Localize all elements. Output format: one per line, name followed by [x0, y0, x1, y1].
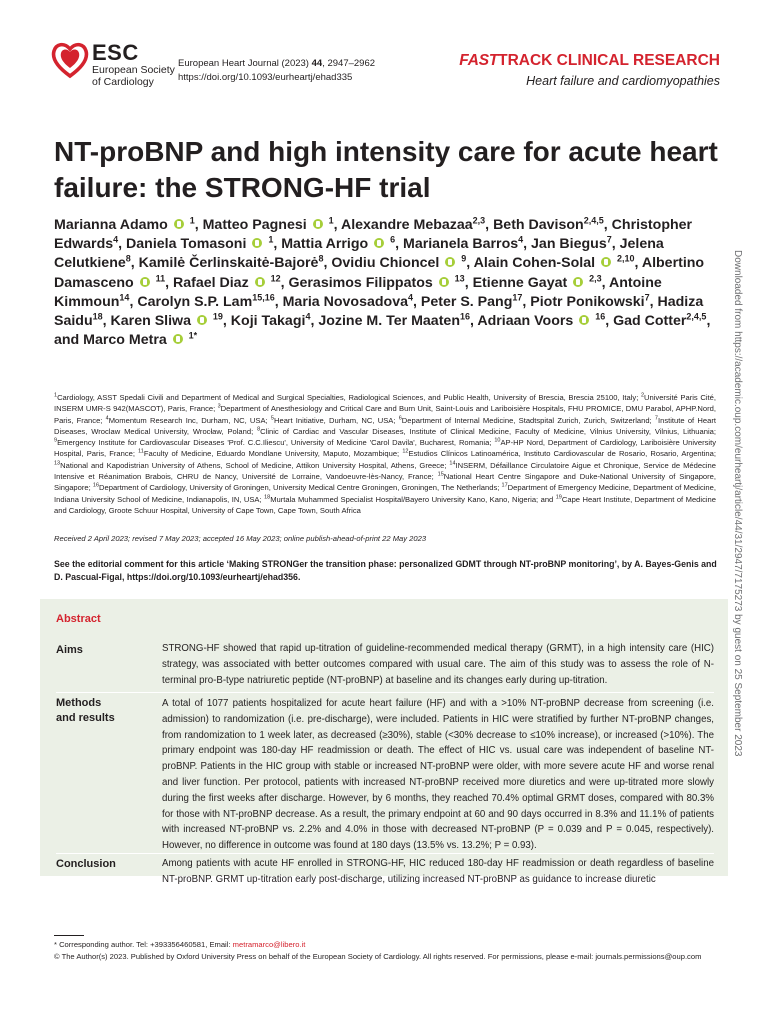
author-affiliation-ref: 13 [454, 272, 465, 283]
download-note-container [731, 250, 755, 770]
conclusion-text: Among patients with acute HF enrolled in STRONG-HF, HIC reduced 180-day HF readmission or death regardless of baseline NT-proBNP. GRMT up-titration early post-discharge, utilizing increased NT-proBNP as guidance to increase diuretic [162, 858, 714, 885]
author-affiliation-ref: 2,3 [472, 215, 486, 226]
author-affiliation-ref: 12 [270, 272, 281, 283]
author [493, 217, 604, 233]
author [531, 236, 612, 252]
affiliation-text: Department of Anesthesiology and Critical Care and Burn Unit, Saint-Louis and Lariboisière Hospitals, FHU PROMICE, DMU Parabol, APHP.Nord, Paris, France; [54, 404, 716, 425]
affiliation-text: Department of Internal Medicine, Stadtspital Zurich, Zurich, Switzerland; [401, 415, 655, 425]
author-affiliation-ref: 9 [461, 253, 467, 264]
affiliation-number: 4 [105, 415, 109, 422]
affiliation-text: Université Paris Cité, INSERM UMR-S 942(MASCOT), Paris, France; [54, 393, 716, 414]
affiliation-text: Emergency Institute for Cardiovascular Diseases 'Prof. C.C.Iliescu', University of Medicine 'Carol Davila', Bucharest, Romania; [57, 438, 495, 448]
author-name: Piotr Ponikowski [530, 293, 645, 310]
affiliation-text: AP-HP Nord, Department of Cardiology, Lariboisière University Hospital, Paris, France; [54, 438, 716, 459]
author-affiliation-ref: 1* [188, 330, 198, 341]
affiliation-number: 3 [217, 403, 221, 410]
affiliation-text: Cardiology, ASST Spedali Civili and Department of Medical and Surgical Specialties, Radiological Sciences, and Public Health, University of Brescia, Brescia 25100, Italy; [57, 393, 641, 402]
affiliation-number: 2 [640, 392, 645, 399]
author-affiliation-ref: 18 [92, 311, 103, 322]
author-name: Etienne Gayat [472, 274, 568, 291]
author [126, 236, 273, 252]
article-title: NT-proBNP and high intensity care for acute heart failure: the STRONG-HF trial [54, 136, 718, 203]
fasttrack-word: FAST [459, 52, 499, 69]
author-name: Christopher Edwards [54, 217, 693, 253]
author-affiliation-ref: 19 [212, 311, 223, 322]
affiliation-number: 6 [398, 415, 402, 422]
author [318, 313, 470, 329]
orcid-icon[interactable] [252, 238, 262, 248]
corresponding-text: * Corresponding author. Tel: +393356460581, Email: [54, 940, 233, 949]
affiliation-text: INSERM, Défaillance Circulatoire Aigue et Chronique, Service de Médecine Intensive et Réanimation Brabois, CHRU de Nancy, Université de Lorraine, Vandoeuvre-lès-Nancy, France; [54, 460, 716, 482]
author [54, 217, 195, 233]
affiliation-number: 7 [654, 415, 658, 422]
orcid-icon[interactable] [197, 315, 207, 325]
author [231, 313, 311, 329]
author [331, 255, 466, 271]
affiliation-number: 10 [494, 437, 501, 444]
author-affiliation-ref: 16 [459, 311, 470, 322]
author-name: Hadiza Saidu [54, 293, 704, 330]
author [111, 313, 223, 329]
author-affiliation-ref: 4 [518, 234, 524, 245]
author [137, 294, 274, 310]
author-name: Beth Davison [493, 217, 584, 233]
author-name: Jan Biegus [531, 236, 607, 253]
affiliation-number: 12 [402, 448, 409, 455]
logo-line-1: European Society [92, 64, 175, 76]
author-affiliation-ref: 2,3 [589, 272, 602, 283]
orcid-icon[interactable] [140, 277, 150, 287]
affiliation-number: 19 [555, 494, 562, 501]
author-name: Jelena Celutkiene [54, 236, 664, 272]
affiliation-number: 8 [257, 426, 261, 433]
author-affiliation-ref: 15,16 [252, 292, 275, 303]
methods-label-line-2: and results [56, 712, 115, 724]
affiliation-number: 9 [54, 437, 58, 444]
author [139, 255, 324, 271]
affiliation-text: National Heart Centre Singapore and Duke-National University of Singapore, Singapore; [54, 472, 717, 493]
affiliation-number: 16 [92, 482, 100, 489]
author: and Marco Metra $^{1*}$ [54, 330, 198, 349]
publication-dates: Received 2 April 2023; revised 7 May 2023; accepted 16 May 2023; online publish-ahead-of-print 22 May 2023 [54, 534, 427, 543]
footnote-rule [54, 935, 84, 936]
author-affiliation-ref: 1 [189, 215, 195, 226]
author-name: Carolyn S.P. Lam [137, 293, 253, 310]
author [474, 255, 635, 271]
methods-text: A total of 1077 patients hospitalized for acute heart failure (HF) and with a >10% NT-proBNP decrease from screening (i.e. admission) to randomization (i.e. pre-discharge), were included. Patients in HIC were stratified by further NT-proBNP changes, from randomization to 1 week later, as decreased (≥30%), stable (<30% decrease to ≤10% increase), or increased (>10%). The primary endpoint was 180-day HF readmission or death. The effect of HIC vs. usual care was independent of baseline NT-proBNP. Patients in the HIC group with stable or increased NT-proBNP were older, with more severe acute HF and worse renal and liver function. Per protocol, patients with increased NT-proBNP received more diuretics and were up-titrated more slowly during the first weeks after discharge. However, by 6 months, they reached 70.4% optimal GRMT doses, compared with 80.3% for those with NT-proBNP decrease. As a result, the primary endpoint at 60 and 90 days occurred in 8.3% and 11.1% of patients with increased NT-proBNP vs. 2.2% and 4.0% in those with decreased NT-proBNP (P = 0.039 and P = 0.045, respectively). However, no difference in outcome was found at 180 days (13.5% vs. 13.2%; P = 0.93). [162, 698, 714, 852]
author-name: Albertino Damasceno [54, 255, 705, 291]
author-name: Ovidiu Chioncel [331, 255, 440, 272]
orcid-icon[interactable] [579, 315, 589, 325]
fasttrack-banner [459, 52, 720, 70]
logo-abbrev: ESC [92, 40, 139, 65]
author-affiliation-ref: 2,4,5 [686, 311, 707, 322]
aims-label: Aims [56, 644, 83, 656]
author-affiliation-ref: 17 [512, 292, 523, 303]
author-affiliation-ref: 2,4,5 [583, 215, 604, 226]
author [477, 313, 605, 329]
author-name: Mattia Arrigo [281, 236, 369, 253]
esc-logo-heart-icon [50, 40, 90, 80]
affiliation-text: Institute of Heart Diseases, Wroclaw Medical University, Wrocław, Poland; [54, 415, 716, 436]
author-name: Karen Sliwa [110, 313, 191, 330]
orcid-icon[interactable] [601, 257, 611, 267]
affiliation-text: Heart Initiative, Durham, NC, USA; [273, 415, 399, 425]
author [403, 236, 523, 252]
author-name: Adriaan Voors [477, 313, 574, 330]
orcid-icon[interactable] [255, 277, 265, 287]
logo-line-2: of Cardiology [92, 76, 154, 88]
download-note: Downloaded from https://academic.oup.com/eurheartj/article/44/31/2947/7175273 by guest on 25 September 2023 [732, 250, 743, 757]
orcid-icon[interactable] [374, 238, 384, 248]
affiliation-text: Clinic of Cardiac and Vascular Diseases, Institute of Clinical Medicine, Faculty of Medicine, Vilnius University, Vilnius, Lithuania; [260, 426, 716, 436]
author-affiliation-ref: 16 [595, 311, 606, 322]
author-name: Koji Takagi [230, 313, 306, 330]
author [613, 313, 706, 329]
author [172, 272, 281, 291]
affiliation-number: 15 [437, 471, 444, 478]
editorial-comment: See the editorial comment for this article ‘Making STRONGer the transition phase: personalized GDMT through NT-proBNP monitoring’, by A. Bayes-Genis and D. Pascual-Figal, https://doi.org/10.1093/eurheartj/ehad356. [54, 559, 717, 582]
orcid-icon[interactable] [173, 334, 183, 344]
author-name: Kamilė Čerlinskaitė-Bajorė [138, 255, 319, 272]
author-affiliation-ref: 7 [606, 234, 612, 245]
author-name: Marco Metra [83, 332, 167, 349]
author [288, 272, 465, 291]
author-affiliation-ref: 4 [305, 311, 311, 322]
author-name: Alain Cohen-Solal [473, 255, 596, 272]
author-name: Daniela Tomasoni [126, 236, 247, 253]
divider [56, 692, 714, 693]
affiliation-number: 11 [138, 448, 144, 455]
author-name: Marianna Adamo [54, 217, 168, 233]
affiliation-number: 1 [54, 392, 58, 399]
affiliation-number: 5 [270, 415, 274, 422]
author-affiliation-ref: 11 [155, 272, 166, 283]
orcid-icon[interactable] [439, 277, 449, 287]
journal-pages: , 2947–2962 [322, 58, 376, 69]
author-name: Peter S. Pang [420, 293, 513, 310]
affiliation-text: Cape Heart Institute, Department of Medicine and Cardiology, Groote Schuur Hospital, University of Cape Town, Cape Town, South Africa [54, 494, 717, 515]
author-affiliation-ref: 8 [125, 253, 131, 264]
author-name: Gad Cotter [613, 313, 687, 330]
conclusion-label: Conclusion [56, 858, 116, 870]
author [281, 236, 395, 252]
author-name: Rafael Diaz [172, 274, 249, 291]
copyright-notice: © The Author(s) 2023. Published by Oxford University Press on behalf of the European Society of Cardiology. All rights reserved. For permissions, please e-mail: journals.permissions@oup.com [54, 952, 702, 961]
author-name: Gerasimos Filippatos [288, 274, 433, 291]
author-affiliation-ref: 6 [390, 234, 396, 245]
author [283, 294, 413, 310]
affiliation-text: Department of Cardiology, University of Groningen, University Medical Centre Groningen, Groningen, The Netherlands; [99, 483, 502, 493]
author-affiliation-ref: 7 [644, 292, 650, 303]
affiliation-text: Department of Emergency Medicine, Department of Medicine, Indiana University School of Medicine, Indianapolis, IN, USA; [54, 483, 716, 504]
author-affiliation-ref: 8 [318, 253, 324, 264]
corresponding-author [54, 940, 305, 949]
journal-volume: 44 [311, 58, 323, 69]
author-name: Jozine M. Ter Maaten [318, 313, 460, 330]
affiliation-number: 13 [54, 460, 61, 467]
author-affiliation-ref: 2,10 [616, 253, 635, 264]
author [341, 217, 485, 233]
author-affiliation-ref: 4 [407, 292, 413, 303]
author-affiliation-ref: 1 [328, 215, 334, 226]
author-name: Alexandre Mebazaa [340, 217, 473, 233]
divider [56, 853, 714, 854]
journal-name: European Heart Journal (2023) [178, 58, 312, 69]
affiliations [54, 392, 716, 516]
methods-label-line-1: Methods [56, 697, 102, 709]
author-name: Marianela Barros [403, 236, 519, 253]
affiliation-number: 17 [501, 482, 508, 489]
affiliation-text: Momentum Research Inc, Durham, NC, USA; [108, 415, 271, 425]
orcid-icon[interactable] [573, 277, 583, 287]
methods-label [56, 696, 115, 726]
doi-link[interactable]: https://doi.org/10.1093/eurheartj/ehad335 [178, 72, 353, 83]
orcid-icon[interactable] [313, 219, 323, 229]
author [203, 217, 334, 233]
author-name: Antoine Kimmoun [54, 274, 662, 310]
esc-logo [92, 42, 182, 88]
affiliation-text: Faculty of Medicine, Eduardo Mondlane University, Maputo, Mozambique; [143, 449, 403, 459]
author-affiliation-ref: 4 [113, 234, 119, 245]
author [472, 272, 602, 291]
author [421, 294, 522, 310]
section-heading: Heart failure and cardiomyopathies [526, 74, 720, 88]
affiliation-text: Estudios Clínicos Latinoamérica, Instituto Cardiovascular de Rosario, Rosario, Argentina; [408, 449, 716, 459]
author [530, 294, 649, 310]
clinical-research-label: TRACK CLINICAL RESEARCH [498, 52, 720, 69]
affiliation-text: National and Kapodistrian University of Athens, School of Medicine, Attikon University Hospital, Athens, Greece; [60, 460, 450, 470]
author-name: Maria Novosadova [282, 293, 408, 310]
orcid-icon[interactable] [174, 219, 184, 229]
author-affiliation-ref: 14 [119, 292, 130, 303]
journal-citation [178, 57, 375, 85]
author-affiliation-ref: 1 [268, 234, 274, 245]
author-list: Marianna Adamo $^1$, Matteo Pagnesi $^1$, Alexandre Mebazaa$^{2,3}$, Beth Davison$^{2,4,5}$, Christopher Edwards$^4$, Daniela Tomasoni $^1$, Mattia Arrigo $^6$, Marianela Barros$^4$, Jan Biegus$^7$, Jelena Celutkiene$^8$, Kamilė Čerlinskaitė-Bajorė$^8$, Ovidiu Chioncel $^9$, Alain Cohen-Solal $^{2,10}$, Albertino Damasceno $^{11}$, Rafael Diaz $^{12}$, Gerasimos Filippatos $^{13}$, Etienne Gayat $^{2,3}$, Antoine Kimmoun$^{14}$, Carolyn S.P. Lam$^{15,16}$, Maria Novosadova$^4$, Peter S. Pang$^{17}$, Piotr Ponikowski$^7$, Hadiza Saidu$^{18}$, Karen Sliwa $^{19}$, Koji Takagi$^4$, Jozine M. Ter Maaten$^{16}$, Adriaan Voors $^{16}$, Gad Cotter$^{2,4,5}$, and Marco Metra $^{1*}$ [54, 215, 711, 349]
orcid-icon[interactable] [445, 257, 455, 267]
author-name: Matteo Pagnesi [202, 217, 307, 233]
affiliation-text: Murtala Muhammed Specialist Hospital/Bayero University Kano, Kano, Nigeria; and [270, 494, 556, 504]
affiliation-number: 14 [449, 460, 456, 467]
abstract-heading: Abstract [56, 613, 101, 625]
email-link[interactable]: metramarco@libero.it [232, 940, 306, 949]
aims-text: STRONG-HF showed that rapid up-titration of guideline-recommended medical therapy (GRMT), in a high intensity care (HIC) strategy, was associated with better outcomes compared with usual care. The aim of this study was to assess the role of N-terminal pro-B-type natriuretic peptide (NT-proBNP) at baseline and its changes early during up-titration. [162, 643, 714, 686]
affiliation-number: 18 [264, 494, 271, 501]
